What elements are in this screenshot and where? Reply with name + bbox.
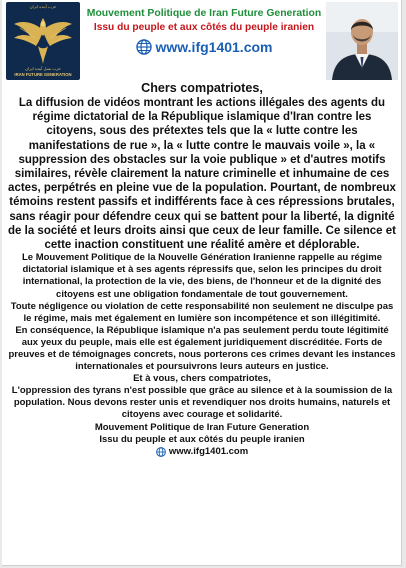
letter-paragraph: L'oppression des tyrans n'est possible que grâce au silence et à la soumission de la population. Nous devons rester unis et revendiquer nos droits humains, naturels et citoyens avec courage et solidarité. — [11, 385, 393, 421]
letter-intro-paragraph: La diffusion de vidéos montrant les actions illégales des agents du régime dictatorial de la République islamique d'Iran contre les citoyens, sous des prétextes tels que la « lutte contre les manifestations de rue », la « lutte contre le mauvais voile », la « suppression des obstacles sur la voie publique » et d'autres motifs similaires, révèle clairement la nature criminelle et inhumaine de ces actes, perpétrés en pleine vue de la population. Pourtant, de nombreux témoins restent passifs et indifférents face à ces répressions brutales, sans réagir pour défendre ceux qui se battent pour la liberté, la dignité de la société et leurs droits ainsi que ceux de leur famille. Ce silence et cette inaction constituent une réalité amère et déplorable. — [8, 97, 396, 252]
signature-org-name: Mouvement Politique de Iran Future Generation — [94, 421, 310, 433]
letter-greeting: Chers compatriotes, — [141, 81, 263, 95]
letter-paragraph: Le Mouvement Politique de la Nouvelle Génération Iranienne rappelle au régime dictatorial islamique et à ses agents répressifs que, selon les principes du droit international, la protection de la vie, des biens, de l'honneur et de la dignité des citoyens est une obligation fondamentale de tout gouvernement. — [21, 252, 383, 300]
globe-icon — [136, 39, 152, 55]
party-logo — [6, 2, 80, 80]
logo-top-text: حزب آینده ایران — [29, 4, 57, 9]
letterhead — [2, 0, 402, 82]
signature-tagline: Issu du peuple et aux côtés du peuple iranien — [99, 433, 305, 445]
logo-persian-name: حزب نسل آینده ایران — [25, 66, 61, 71]
signature-website-row — [8, 446, 396, 458]
globe-icon — [156, 447, 166, 457]
org-tagline: Issu du peuple et aux côtés du peuple iranien — [93, 22, 315, 33]
spokesperson-photo — [326, 2, 398, 80]
org-name: Mouvement Politique de Iran Future Generation — [86, 8, 322, 19]
letter-paragraph: En conséquence, la République islamique n'a pas seulement perdu toute légitimité aux yeux du peuple, mais elle est également juridiquement discréditée. Forts de preuves et de témoignages concrets, nous porterons ces crimes devant les instances internationales et poursuivrons leurs auteurs en justice. — [8, 324, 396, 373]
document-page — [2, 0, 402, 566]
logo-english-name: IRAN FUTURE GENERATION — [14, 72, 72, 77]
signature-website[interactable]: www.ifg1401.com — [168, 445, 249, 457]
letter-body — [8, 80, 396, 458]
letter-paragraph: Et à vous, chers compatriotes, — [133, 373, 271, 385]
website-link[interactable]: www.ifg1401.com — [155, 39, 273, 55]
website-row — [84, 39, 324, 55]
letter-paragraph: Toute négligence ou violation de cette responsabilité non seulement ne disculpe pas le régime, mais met également en lumière son incompétence et son illégitimité. — [10, 300, 394, 324]
